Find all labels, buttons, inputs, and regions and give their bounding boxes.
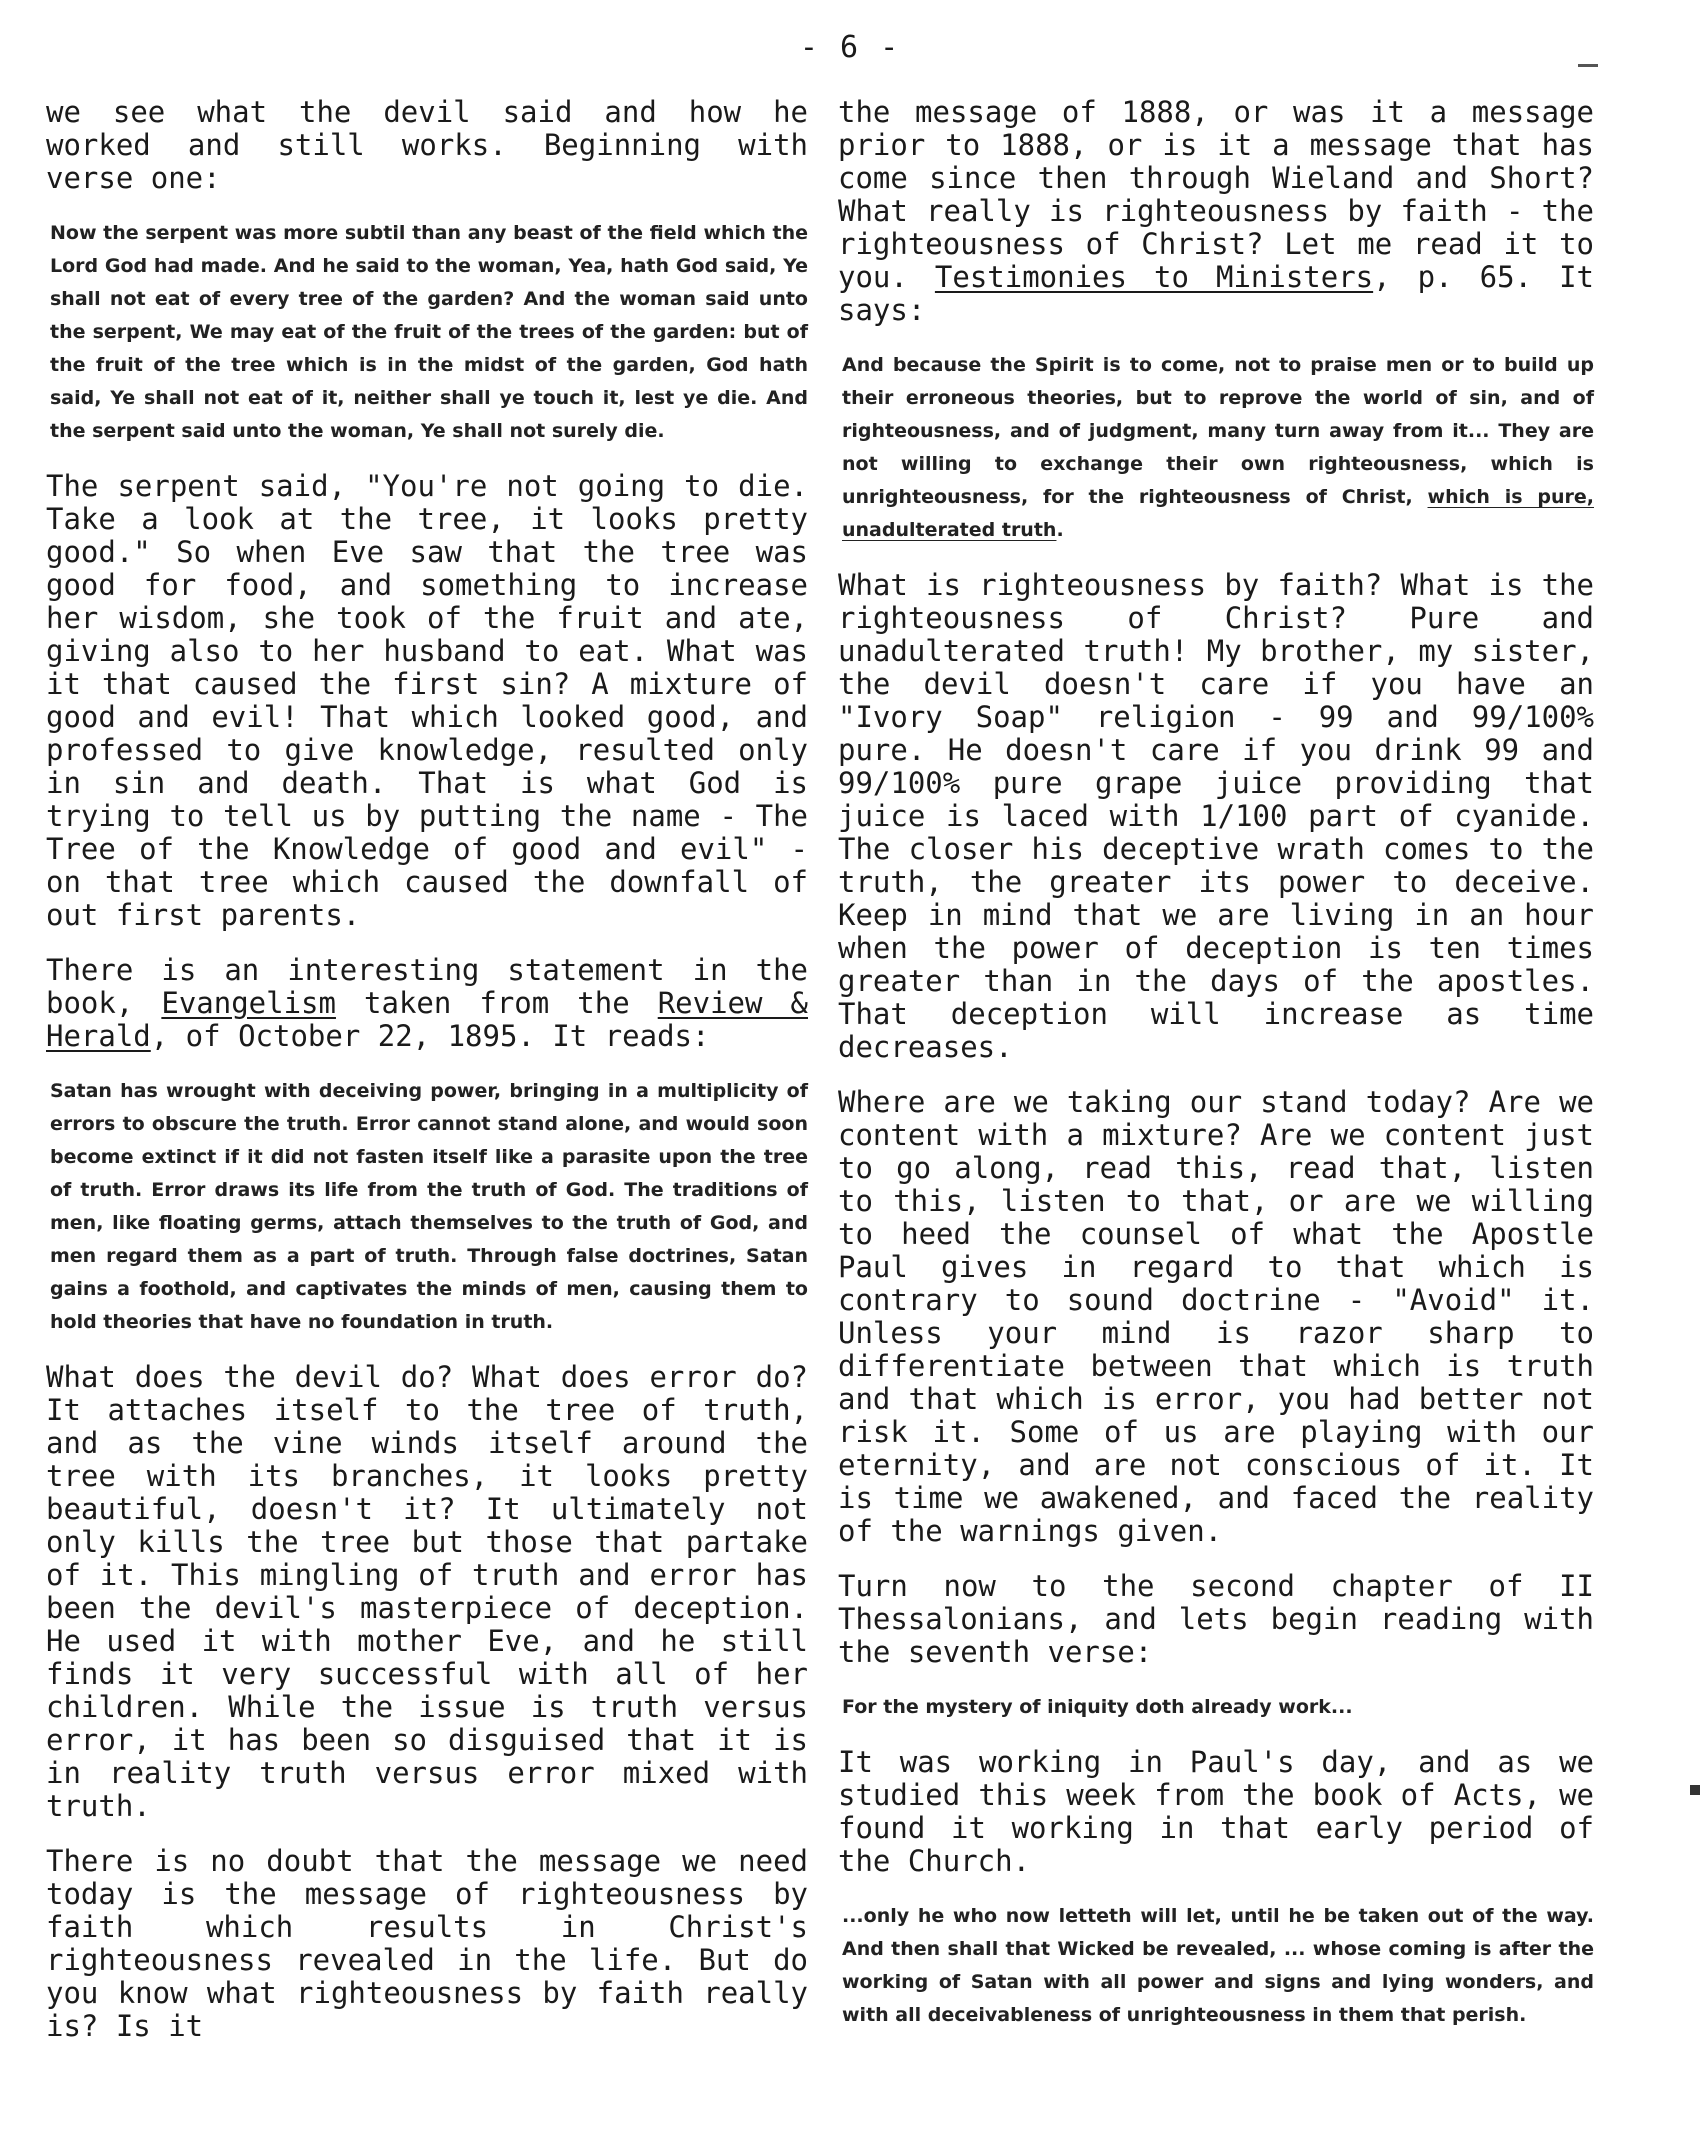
text-segment: taken from the <box>335 986 658 1020</box>
block-quote: Satan has wrought with deceiving power, bringing in a multiplicity of errors to obscure the truth. Error cannot stand alone, and would soon become extinct if it did not fasten itself like a parasite upon the tree of truth. Error draws its life from the truth of God. The traditions of men, like floating germs, attach themselves to the truth of God, and men regard them as a part of truth. Through false doctrines, Satan gains a foothold, and captivates the minds of men, causing them to hold theories that have no foundation in truth. <box>50 1080 808 1333</box>
scan-mark-edge <box>1690 1785 1700 1795</box>
text-segment: . <box>1056 519 1064 541</box>
text-segment: , p. 65. It says: <box>838 260 1594 327</box>
right-column <box>838 96 1594 2054</box>
paragraph-citation <box>46 954 808 1053</box>
text-segment: the message of 1888, or was it a message prior to 1888, or is it a message that has come since then through Wieland and Short? What really is righteousness by faith - the righteousness of Christ? Let me read it to you. <box>838 95 1594 294</box>
paragraph: It was working in Paul's day, and as we studied this week from the book of Acts, we found it working in that early period of the Church. <box>838 1745 1594 1878</box>
source-title: Review & Herald <box>46 986 808 1053</box>
paragraph-citation <box>838 96 1594 327</box>
block-quote <box>838 349 1594 547</box>
book-title: Testimonies to Ministers <box>934 260 1374 294</box>
page-number: - 6 - <box>799 30 901 65</box>
scripture-quote: Now the serpent was more subtil than any beast of the field which the Lord God had made. And he said to the woman, Yea, hath God said, Ye shall not eat of every tree of the garden? And the woman said unto the serpent, We may eat of the fruit of the trees of the garden: but of the fruit of the tree which is in the midst of the garden, God hath said, Ye shall not eat of it, neither shall ye touch it, lest ye die. And the serpent said unto the woman, Ye shall not surely die. <box>50 222 808 442</box>
paragraph: What does the devil do? What does error do? It attaches itself to the tree of truth, and as the vine winds itself around the tree with its branches, it looks pretty beautiful, doesn't it? It ultimately not only kills the tree but those that partake of it. This mingling of truth and error has been the devil's masterpiece of deception. He used it with mother Eve, and he still finds it very successful with all of her children. While the issue is truth versus error, it has been so disguised that it is in reality truth versus error mixed with truth. <box>46 1360 808 1823</box>
text-segment: There is an interesting statement in the book, <box>46 953 808 1020</box>
paragraph: There is no doubt that the message we need today is the message of righteousness by faith which results in Christ's righteousness revealed in the life. But do you know what righteousness by faith really is? Is it <box>46 1844 808 2043</box>
scan-mark <box>1578 64 1598 67</box>
paragraph: What is righteousness by faith? What is the righteousness of Christ? Pure and unadulterated truth! My brother, my sister, the devil doesn't care if you have an "Ivory Soap" religion - 99 and 99/100% pure. He doesn't care if you drink 99 and 99/100% pure grape juice providing that juice is laced with 1/100 part of cyanide. The closer his deceptive wrath comes to the truth, the greater its power to deceive. Keep in mind that we are living in an hour when the power of deception is ten times greater than in the days of the apostles. That deception will increase as time decreases. <box>838 568 1594 1064</box>
paragraph: Turn now to the second chapter of II Thessalonians, and lets begin reading with the seventh verse: <box>838 1569 1594 1669</box>
paragraph: we see what the devil said and how he worked and still works. Beginning with verse one: <box>46 95 808 195</box>
paragraph: The serpent said, "You're not going to die. Take a look at the tree, it looks pretty good." So when Eve saw that the tree was good for food, and something to increase her wisdom, she took of the fruit and ate, giving also to her husband to eat. What was it that caused the first sin? A mixture of good and evil! That which looked good, and professed to give knowledge, resulted only in sin and death. That is what God is trying to tell us by putting the name - The Tree of the Knowledge of good and evil" - on that tree which caused the downfall of out first parents. <box>46 469 808 932</box>
scripture-quote: For the mystery of iniquity doth already work... <box>842 1696 1353 1718</box>
left-column <box>46 96 808 2065</box>
scripture-quote: ...only he who now letteth will let, until he be taken out of the way. And then shall that Wicked be revealed, ... whose coming is after the working of Satan with all power and signs and lying wonders, and with all deceivableness of unrighteousness in them that perish. <box>842 1905 1594 2026</box>
book-title: Evangelism <box>161 986 336 1020</box>
paragraph: Where are we taking our stand today? Are we content with a mixture? Are we content just to go along, read this, read that, listen to this, listen to that, or are we willing to heed the counsel of what the Apostle Paul gives in regard to that which is contrary to sound doctrine - "Avoid" it. Unless your mind is razor sharp to differentiate between that which is truth and that which is error, you had better not risk it. Some of us are playing with our eternity, and are not conscious of it. It is time we awakened, and faced the reality of the warnings given. <box>838 1085 1594 1548</box>
text-segment: , of October 22, 1895. It reads: <box>150 1019 710 1053</box>
text-segment: And because the Spirit is to come, not to praise men or to build up their erroneous theories, but to reprove the world of sin, and of righteousness, and of judgment, many turn away from it... They are not willing to exchange their own righteousness, which is unrighteousness, for the righteousness of Christ, <box>842 354 1594 508</box>
emphasized-phrase: which is pure, unadulterated truth <box>842 486 1594 541</box>
